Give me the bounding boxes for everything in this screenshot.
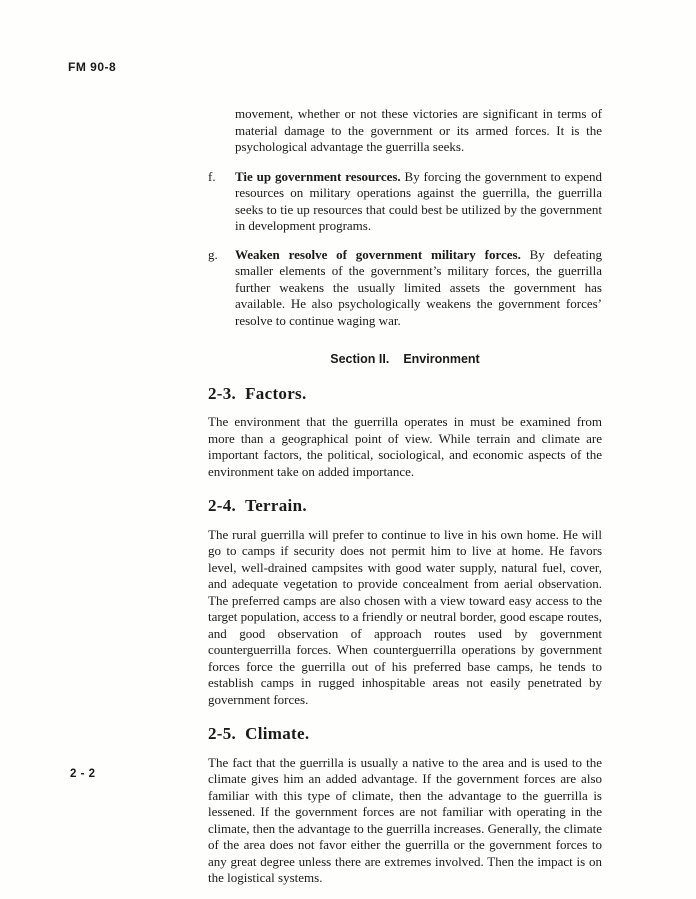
list-item-lead: Weaken resolve of government military forces. xyxy=(235,246,521,262)
list-item-body: By defeating smaller elements of the government’s military forces, the guerrilla further weakens the usually limited assets the government has available. He also psychologically weakens the government forces’ resolve to continue waging war. xyxy=(235,246,602,328)
list-item-label: f. xyxy=(208,168,216,184)
heading-number: 2-5. xyxy=(208,724,237,743)
heading-number: 2-3. xyxy=(208,383,237,403)
section-body-factors: The environment that the guerrilla operates in must be examined from more than a geographical point of view. While terrain and climate are important factors, the political, sociological, and economic aspects of the environment take on added importance. xyxy=(208,414,602,479)
list-item-body: By forcing the government to expend resources on military operations against the guerrilla, the guerrilla seeks to tie up resources that could best be utilized by the government in development programs. xyxy=(235,168,603,233)
list-item-lead: Tie up government resources. xyxy=(235,168,401,184)
heading-title: Terrain. xyxy=(245,496,307,515)
heading-title: Climate. xyxy=(245,724,310,743)
list-item-text xyxy=(235,247,602,330)
text-column xyxy=(208,106,602,893)
heading-number: 2-4. xyxy=(208,496,237,515)
list-item-text xyxy=(235,169,602,235)
page-footer: 2 - 2 xyxy=(70,768,96,780)
section-heading-label: Section II. xyxy=(330,352,390,366)
section-heading-title: Environment xyxy=(403,352,480,366)
heading-2-3 xyxy=(208,383,602,403)
list-item-label: g. xyxy=(208,246,218,262)
heading-2-4 xyxy=(208,498,602,515)
paragraph-continuation: movement, whether or not these victories are significant in terms of material damage to the government or its armed forces. It is the psychological advantage the guerrilla seeks. xyxy=(235,106,602,154)
list-item-f xyxy=(208,169,602,235)
section-body-terrain: The rural guerrilla will prefer to continue to live in his own home. He will go to camps if security does not permit him to live at home. He favors level, well-drained campsites with good water supply, natural fuel, cover, and adequate vegetation to provide concealment from aerial observation. The preferred camps are also chosen with a view toward easy access to the target population, access to a friendly or neutral border, good escape routes, and good observation of approach routes used by government counterguerrilla forces. When counterguerrilla operations by government forces force the guerrilla out of his preferred base camps, he tends to establish camps in rugged inhospitable areas not easily penetrated by government forces. xyxy=(208,526,602,707)
heading-title: Factors. xyxy=(245,383,307,403)
list-item-g xyxy=(208,247,602,330)
heading-2-5 xyxy=(208,726,602,743)
page-header: FM 90-8 xyxy=(68,60,117,74)
section-heading xyxy=(208,351,602,368)
section-body-climate: The fact that the guerrilla is usually a native to the area and is used to the climate gives him an added advantage. If the government forces are also familiar with this type of climate, then the advantage to the guerrilla is lessened. If the government forces are not familiar with operating in the climate, then the advantage to the guerrilla increases. Generally, the climate of the area does not favor either the guerrilla or the government forces to any great degree unless there are extremes involved. Then the impact is on the logistical systems. xyxy=(208,754,602,885)
